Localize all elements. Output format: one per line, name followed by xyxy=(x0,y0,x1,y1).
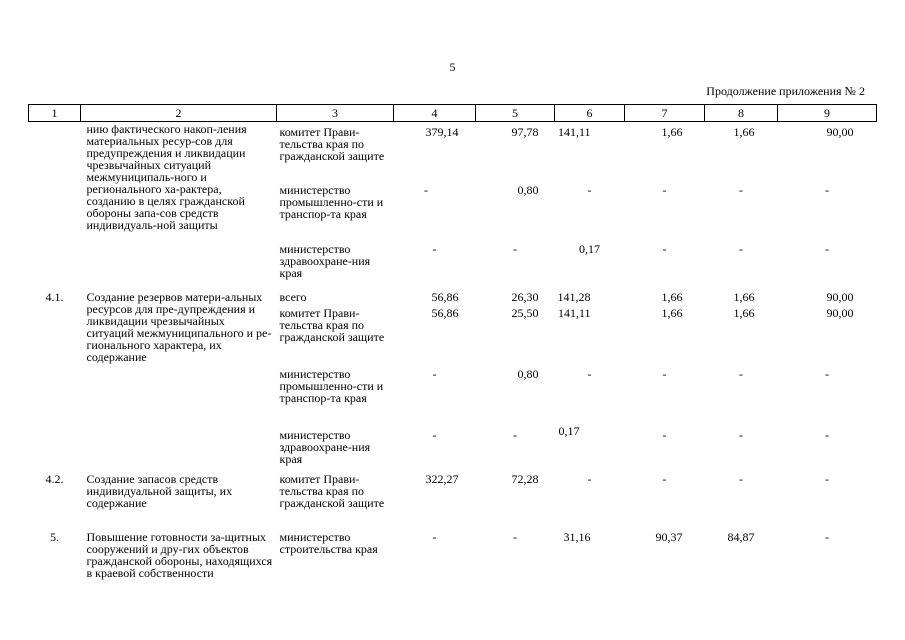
table-body xyxy=(29,122,877,599)
value-cell: - xyxy=(587,366,592,381)
column-header: 4 xyxy=(394,105,476,122)
value-cell: - xyxy=(513,529,517,544)
value-cell: - xyxy=(739,427,743,442)
value-cell: - xyxy=(739,471,743,486)
value-cell: - xyxy=(662,182,667,197)
value-cell: - xyxy=(825,471,829,486)
column-header: 1 xyxy=(29,105,81,122)
table-row xyxy=(29,122,877,180)
value-cell: - xyxy=(825,182,829,197)
value-cell: 0,80 xyxy=(517,182,539,197)
executor-cell: министерство здравоохране-ния края xyxy=(279,427,371,466)
value-cell: - xyxy=(825,529,829,544)
value-cell: 56,86 xyxy=(431,289,459,304)
value-cell: - xyxy=(432,427,437,442)
table-header xyxy=(29,105,877,122)
value-cell: 25,50 xyxy=(511,305,539,320)
value-cell: 141,11 xyxy=(557,125,591,139)
value-cell: - xyxy=(739,241,743,256)
executor-cell: комитет Прави-тельства края по гражданской защите xyxy=(279,305,385,344)
appendix-table xyxy=(28,104,877,599)
executor-cell: министерство здравоохране-ния края xyxy=(279,241,371,280)
table-row xyxy=(29,469,877,527)
value-cell: - xyxy=(513,427,517,442)
page-number: 5 xyxy=(449,60,456,74)
column-header: 8 xyxy=(705,105,778,122)
header-row xyxy=(29,105,877,122)
value-cell: 322,27 xyxy=(425,471,459,486)
value-cell: 1,66 xyxy=(733,289,755,304)
value-cell: 97,78 xyxy=(511,125,539,139)
executor-cell: комитет Прави-тельства края по гражданской защите xyxy=(279,471,385,510)
value-cell: - xyxy=(432,241,437,256)
executor-cell: всего xyxy=(279,289,307,304)
value-cell: - xyxy=(739,182,743,197)
item-description: нию фактического накоп-ления материальных ресур-сов для предупреждения и ликвидации чрезвычайных ситуаций межмуниципаль-ного и регионального ха-рактера, созданию в целях гражданской обороны запа-сов средств индивидуаль-ной защиты xyxy=(86,122,247,232)
value-cell: - xyxy=(424,182,428,197)
value-cell: 56,86 xyxy=(431,305,459,320)
table-row xyxy=(29,527,877,599)
column-header: 9 xyxy=(778,105,877,122)
value-cell: 1,66 xyxy=(661,305,683,320)
column-header: 6 xyxy=(555,105,625,122)
value-cell: 0,17 xyxy=(558,423,580,438)
value-cell: 72,28 xyxy=(511,471,539,486)
value-cell: - xyxy=(825,241,829,256)
item-number: 4.2. xyxy=(45,471,64,486)
value-cell: 90,37 xyxy=(655,529,683,544)
appendix-continuation-caption: Продолжение приложения № 2 xyxy=(706,84,865,98)
item-description: Повышение готовности за-щитных сооружений и дру-гих объектов гражданской обороны, находящихся в краевой собственности xyxy=(86,529,273,580)
executor-cell: министерство промышленно-сти и транспор-та края xyxy=(279,366,384,405)
value-cell: - xyxy=(513,241,517,256)
column-header: 5 xyxy=(476,105,555,122)
value-cell: 1,66 xyxy=(661,289,683,304)
value-cell: 26,30 xyxy=(511,289,539,304)
column-header: 3 xyxy=(277,105,394,122)
value-cell: 1,66 xyxy=(733,125,755,139)
value-cell: - xyxy=(662,427,667,442)
value-cell: 84,87 xyxy=(727,529,755,544)
value-cell: - xyxy=(432,366,437,381)
value-cell: 0,17 xyxy=(579,241,600,256)
value-cell: - xyxy=(825,427,829,442)
value-cell: 141,11 xyxy=(557,305,591,320)
value-cell: 31,16 xyxy=(563,529,591,544)
item-description: Создание запасов средств индивидуальной защиты, их содержание xyxy=(86,471,233,510)
value-cell: 379,14 xyxy=(425,125,459,139)
item-number: 4.1. xyxy=(45,289,64,304)
item-number: 5. xyxy=(50,529,59,544)
value-cell: - xyxy=(587,182,592,197)
value-cell: 141,28 xyxy=(557,289,591,304)
value-cell: 1,66 xyxy=(733,305,755,320)
value-cell: - xyxy=(587,471,592,486)
executor-cell: министерство строительства края xyxy=(279,529,378,556)
column-header: 7 xyxy=(625,105,705,122)
column-header: 2 xyxy=(81,105,277,122)
value-cell: - xyxy=(662,241,667,256)
value-cell: 90,00 xyxy=(826,289,854,304)
value-cell: 90,00 xyxy=(826,125,854,139)
value-cell: 1,66 xyxy=(661,125,683,139)
value-cell: - xyxy=(739,366,743,381)
item-description: Создание резервов матери-альных ресурсов для пре-дупреждения и ликвидации чрезвычайных ситуаций межмуниципального и ре-гионального характера, их содержание xyxy=(86,289,272,364)
table-row xyxy=(29,287,877,306)
item-number xyxy=(29,122,81,287)
executor-cell: комитет Прави-тельства края по гражданской защите xyxy=(279,125,385,163)
value-cell: 0,80 xyxy=(517,366,539,381)
value-cell: 90,00 xyxy=(826,305,854,320)
executor-cell: министерство промышленно-сти и транспор-та края xyxy=(279,182,384,221)
value-cell: - xyxy=(825,366,829,381)
value-cell: - xyxy=(662,366,667,381)
value-cell: - xyxy=(662,471,667,486)
value-cell: - xyxy=(432,529,437,544)
